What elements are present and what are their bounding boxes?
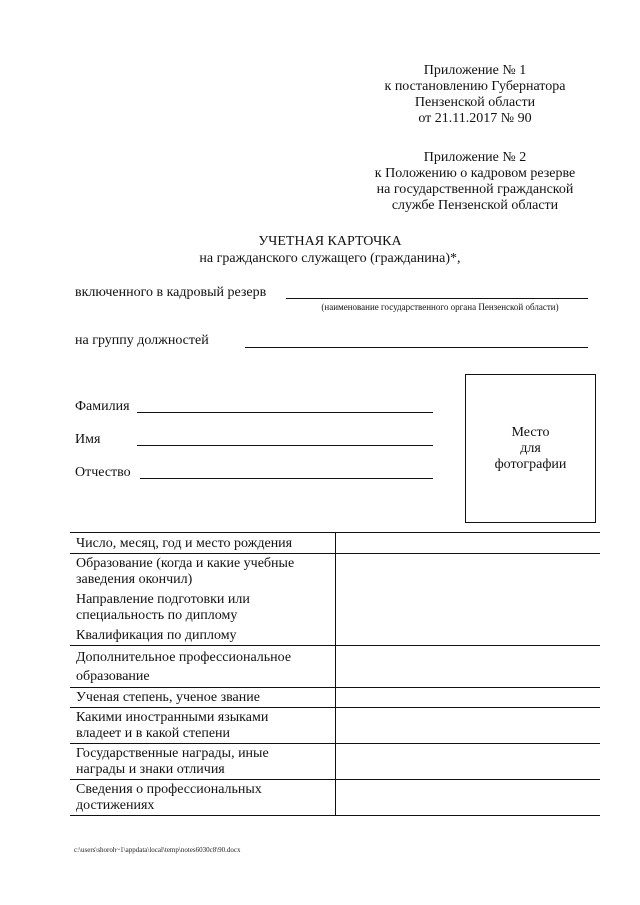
appendix-2-line: службе Пензенской области	[391, 198, 559, 213]
photo-caption-line: для	[520, 440, 541, 456]
table-row	[70, 744, 600, 780]
photo-placeholder	[465, 374, 596, 523]
row-label	[70, 554, 336, 646]
appendix-1-line: от 21.11.2017 № 90	[418, 111, 532, 126]
row-label-line: Направление подготовки или	[76, 592, 250, 607]
name-input-line[interactable]	[137, 445, 433, 446]
row-label-line: Сведения о профессиональных	[76, 782, 262, 797]
row-value[interactable]	[336, 744, 601, 780]
appendix-2-line: к Положению о кадровом резерве	[374, 166, 576, 181]
photo-caption-line: фотографии	[494, 456, 567, 472]
row-label	[70, 780, 336, 816]
appendix-1-line: Приложение № 1	[423, 63, 527, 78]
reserve-caption: (наименование государственного органа Пензенской области)	[321, 302, 559, 312]
card-subheading: на гражданского служащего (гражданина)*,	[199, 251, 461, 266]
row-label	[70, 646, 336, 688]
reserve-label: включенного в кадровый резерв	[75, 285, 267, 300]
row-value[interactable]	[336, 554, 601, 646]
card-title	[180, 233, 480, 267]
table-row	[70, 708, 600, 744]
row-label-line: Государственные награды, иные	[76, 746, 269, 761]
patronymic-label: Отчество	[75, 465, 131, 480]
row-label-line: Квалификация по диплому	[76, 628, 237, 643]
row-value[interactable]	[336, 708, 601, 744]
patronymic-input-line[interactable]	[140, 478, 433, 479]
row-label-line: Образование (когда и какие учебные	[76, 556, 295, 571]
row-label-line: владеет и в какой степени	[76, 726, 231, 741]
table-row	[70, 688, 600, 708]
row-label-line: специальность по диплому	[76, 608, 238, 623]
row-value[interactable]	[336, 646, 601, 688]
row-label-line: награды и знаки отличия	[76, 762, 225, 777]
photo-caption	[495, 425, 567, 473]
table-row	[70, 646, 600, 688]
row-label-line: Какими иностранными языками	[76, 710, 269, 725]
position-group-label: на группу должностей	[75, 333, 209, 348]
appendix-1-line: Пензенской области	[414, 95, 536, 110]
row-label	[70, 708, 336, 744]
appendix-2-line: на государственной гражданской	[376, 182, 574, 197]
name-label: Имя	[75, 432, 101, 447]
surname-input-line[interactable]	[137, 412, 433, 413]
photo-caption-line: Место	[511, 424, 550, 440]
appendix-1-header	[350, 63, 600, 127]
surname-label: Фамилия	[75, 399, 130, 414]
reserve-input-line[interactable]	[286, 298, 588, 299]
row-label-line: образование	[76, 669, 150, 684]
row-label	[70, 744, 336, 780]
document-file-path: c:\users\shoroh~1\appdata\local\temp\notes6030c8\90.docx	[74, 846, 241, 854]
appendix-1-line: к постановлению Губернатора	[384, 79, 566, 94]
row-label	[70, 533, 336, 554]
row-value[interactable]	[336, 780, 601, 816]
row-value[interactable]	[336, 688, 601, 708]
row-label-line: Число, месяц, год и место рождения	[76, 536, 293, 551]
row-value[interactable]	[336, 533, 601, 554]
position-group-input-line[interactable]	[245, 347, 588, 348]
table-row	[70, 554, 600, 646]
card-table	[70, 532, 600, 816]
row-label	[70, 688, 336, 708]
table-row	[70, 533, 600, 554]
row-label-line: достижениях	[76, 798, 155, 813]
appendix-2-line: Приложение № 2	[423, 150, 527, 165]
row-label-line: Дополнительное профессиональное	[76, 650, 292, 665]
appendix-2-header	[350, 150, 600, 214]
table-row	[70, 780, 600, 816]
row-label-line: Ученая степень, ученое звание	[76, 690, 260, 705]
row-label-line: заведения окончил)	[76, 572, 193, 587]
card-heading: УЧЕТНАЯ КАРТОЧКА	[258, 234, 402, 249]
